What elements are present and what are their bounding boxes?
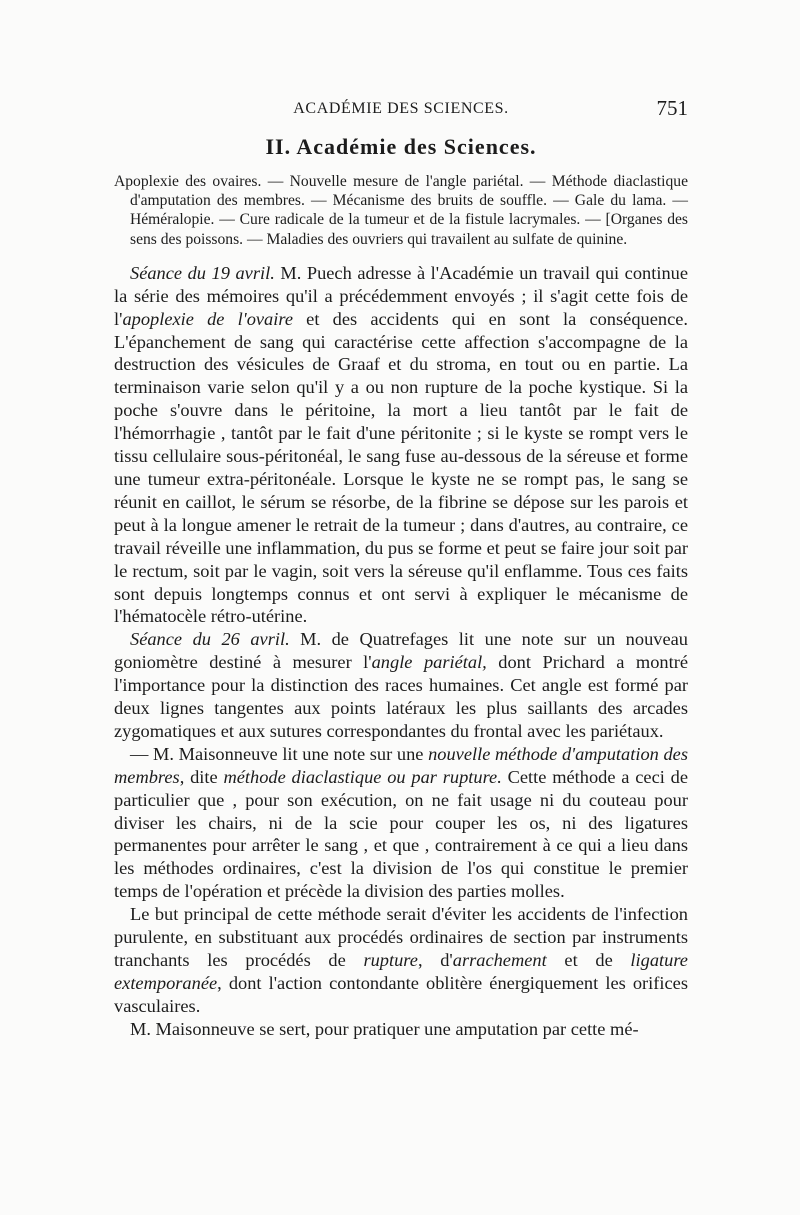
running-title: ACADÉMIE DES SCIENCES. [293,100,509,117]
paragraph-but-principal: Le but principal de cette méthode serait d'éviter les accidents de l'infection purulente, en substituant aux procédés ordinaires de section par instruments tranchants les procédés de rupture, d'arrachement et de ligature extemporanée, dont l'action contondante oblitère énergiquement les orifices vasculaires. [114,904,688,1016]
running-head [114,96,688,124]
seance-date: Séance du 26 avril. [130,629,290,650]
seance-date: Séance du 19 avril. [130,262,275,283]
section-summary: Apoplexie des ovaires. — Nouvelle mesure de l'angle pariétal. — Méthode diaclastique d'amputation des membres. — Mécanisme des bruits de souffle. — Gale du lama. — Héméralopie. — Cure radicale de la tumeur et de la fistule lacrymales. — [Organes des sens des poissons. — Maladies des ouvriers qui travailent au sulfate de quinine. [114,173,688,248]
book-page [114,96,688,1041]
paragraph-maisonneuve-procedure: M. Maisonneuve se sert, pour pratiquer une amputation par cette mé- [130,1018,639,1039]
page-number: 751 [656,96,688,120]
paragraph-seance-26-avril: Séance du 26 avril. M. de Quatrefages lit une note sur un nouveau goniomètre destiné à mesurer l'angle pariétal, dont Prichard a montré l'importance pour la distinction des races humaines. Cet angle est formé par deux lignes tangentes aux points latéraux les plus saillants des arcades zygomatiques et aux sutures correspondantes du frontal avec les pariétaux. [114,629,688,741]
paragraph-maisonneuve-note: — M. Maisonneuve lit une note sur une nouvelle méthode d'amputation des membres, dite méthode diaclastique ou par rupture. Cette méthode a ceci de particulier que , pour son exécution, on ne fait usage ni du couteau pour diviser les chairs, ni de la scie pour couper les os, ni des ligatures permanentes pour arrêter le sang , et que , contrairement à ce qui a lieu dans les méthodes ordinaires, c'est la division de l'os qui constitue le premier temps de l'opération et précède la division des parties molles. [114,743,688,902]
section-title: II. Académie des Sciences. [265,134,537,159]
paragraph-seance-19-avril: Séance du 19 avril. M. Puech adresse à l'Académie un travail qui continue la série des mémoires qu'il a précédemment envoyés ; il s'agit cette fois de l'apoplexie de l'ovaire et des accidents qui en sont la conséquence. L'épanchement de sang qui caractérise cette affection s'accompagne de la destruction des vésicules de Graaf et du stroma, en tout ou en partie. La terminaison varie selon qu'il y a ou non rupture de la poche kystique. Si la poche s'ouvre dans le péritoine, la mort a lieu tantôt par le fait de l'hémorrhagie , tantôt par le fait d'une péritonite ; si le kyste se rompt vers le tissu cellulaire sous-péritonéal, le sang fuse au-dessous de la séreuse et forme une tumeur extra-péritonéale. Lorsque le kyste ne se rompt pas, le sang se réunit en caillot, le sérum se résorbe, de la fibrine se dépose sur les parois et peut à la longue amener le retrait de la tumeur ; dans d'autres, au contraire, ce travail réveille une inflammation, du pus se forme et peut se faire jour soit par le rectum, soit par le vagin, soit vers la séreuse qu'il enflamme. Tous ces faits sont depuis longtemps connus et ont servi à expliquer le mécanisme de l'hématocèle rétro-utérine. [114,262,688,627]
article-body [114,262,688,1041]
